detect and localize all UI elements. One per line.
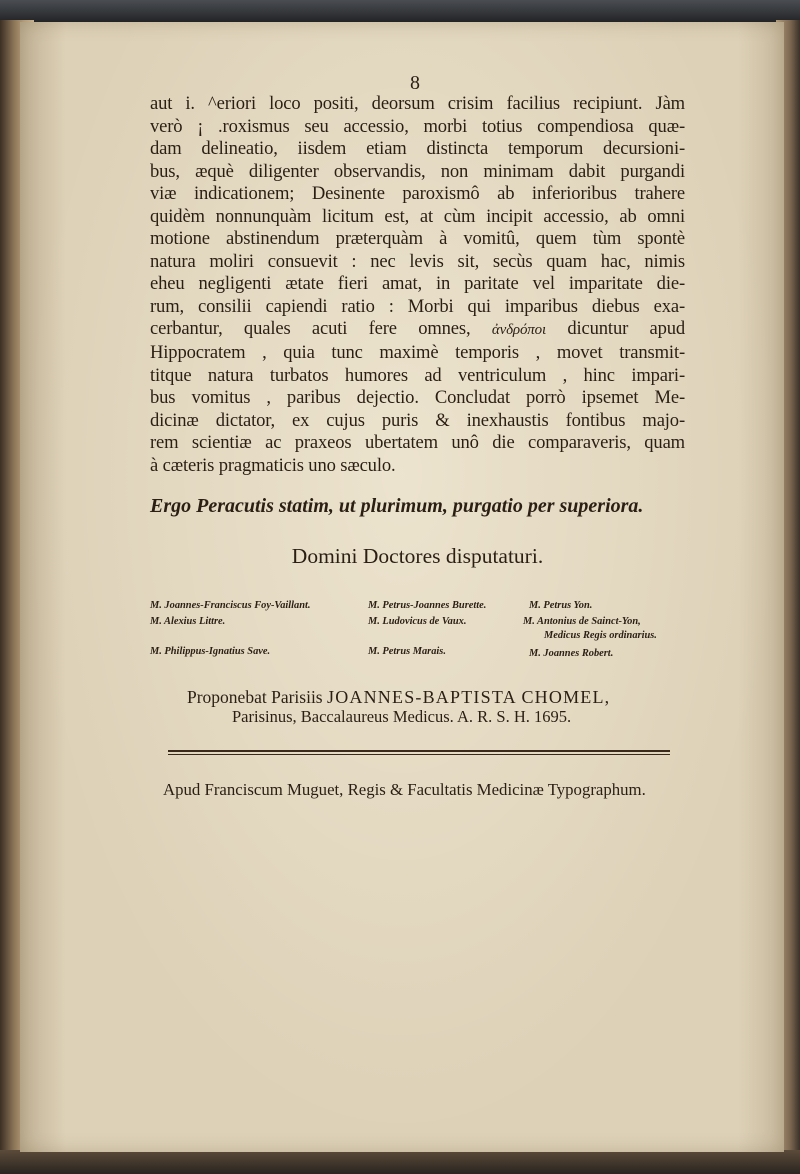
book-edge-bottom — [0, 1150, 800, 1174]
text-line: aut i. ^eriori loco positi, deorsum crisim facilius recipiunt. Jàm — [150, 93, 685, 114]
text-line: natura moliri consuevit : nec levis sit, secùs quam hac, nimis — [150, 250, 685, 272]
text-line: bus vomitus , paribus dejectio. Concludat porrò ipsemet Me- — [150, 387, 685, 409]
text-line: titque natura turbatos humores ad ventriculum , hinc impari- — [150, 364, 685, 386]
doctor-name: M. Antonius de Sainct-Yon, — [523, 616, 641, 627]
proponent-name: JOANNES-BAPTISTA CHOMEL, — [327, 687, 611, 707]
proponent-line — [187, 686, 610, 708]
text-fragment: dicuntur apud — [567, 318, 686, 340]
text-line: rum, consilii capiendi ratio : Morbi qui imparibus diebus exa- — [150, 295, 685, 317]
doctor-name: M. Philippus-Ignatius Save. — [150, 646, 271, 657]
doctor-name: M. Joannes-Franciscus Foy-Vaillant. — [150, 600, 311, 611]
doctor-name: M. Petrus-Joannes Burette. — [368, 600, 487, 611]
text-line: eheu negligenti ætate fieri amat, in paritate vel imparitate die- — [150, 273, 685, 295]
text-line: dicinæ dictator, ex cujus puris & inexhaustis fontibus majo- — [150, 409, 685, 431]
body-text — [150, 93, 685, 477]
divider-rule — [168, 750, 670, 752]
doctor-title: Medicus Regis ordinarius. — [544, 630, 657, 641]
book-binding-top — [0, 0, 800, 24]
text-line: dam delineatio, iisdem etiam distincta temporum decursioni- — [150, 138, 685, 160]
doctor-name: M. Alexius Littre. — [150, 616, 226, 627]
printer-imprint: Apud Franciscum Muguet, Regis & Facultatis Medicinæ Typographum. — [163, 780, 646, 799]
text-line: Hippocratem , quia tunc maximè temporis , movet transmit- — [150, 342, 685, 364]
text-line: rem scientiæ ac praxeos ubertatem unô die comparaveris, quam — [150, 432, 685, 454]
doctor-name: M. Petrus Marais. — [368, 646, 446, 657]
doctor-name: M. Joannes Robert. — [529, 648, 614, 659]
text-line: quidèm nonnunquàm licitum est, at cùm incipit accessio, ab omni — [150, 205, 685, 227]
text-line: verò ¡ .roxismus seu accessio, morbi totius compendiosa quæ- — [150, 115, 685, 137]
proponent-prefix: Proponebat Parisiis — [187, 687, 323, 707]
doctor-name: M. Petrus Yon. — [529, 600, 593, 611]
text-fragment: cerbantur, quales acuti fere omnes, — [150, 318, 471, 340]
text-line: viæ indicationem; Desinente paroxismô ab inferioribus trahere — [150, 183, 685, 205]
text-line: bus, æquè diligenter observandis, non minimam dabit purgandi — [150, 160, 685, 182]
page-number: 8 — [410, 72, 420, 94]
doctors-heading: Domini Doctores disputaturi. — [291, 544, 544, 568]
text-line: motione abstinendum præterquàm à vomitû, quem tùm spontè — [150, 228, 685, 250]
text-line: à cæteris pragmaticis uno sæculo. — [150, 454, 396, 476]
doctor-name: M. Ludovicus de Vaux. — [368, 616, 467, 627]
greek-word: ἀνδρόποι — [491, 322, 547, 339]
thesis-conclusion: Ergo Peracutis statim, ut plurimum, purgatio per superiora. — [150, 495, 644, 517]
text-line-with-greek — [150, 318, 685, 342]
proponent-details: Parisinus, Baccalaureus Medicus. A. R. S. H. 1695. — [232, 707, 572, 726]
divider-rule — [168, 754, 670, 755]
